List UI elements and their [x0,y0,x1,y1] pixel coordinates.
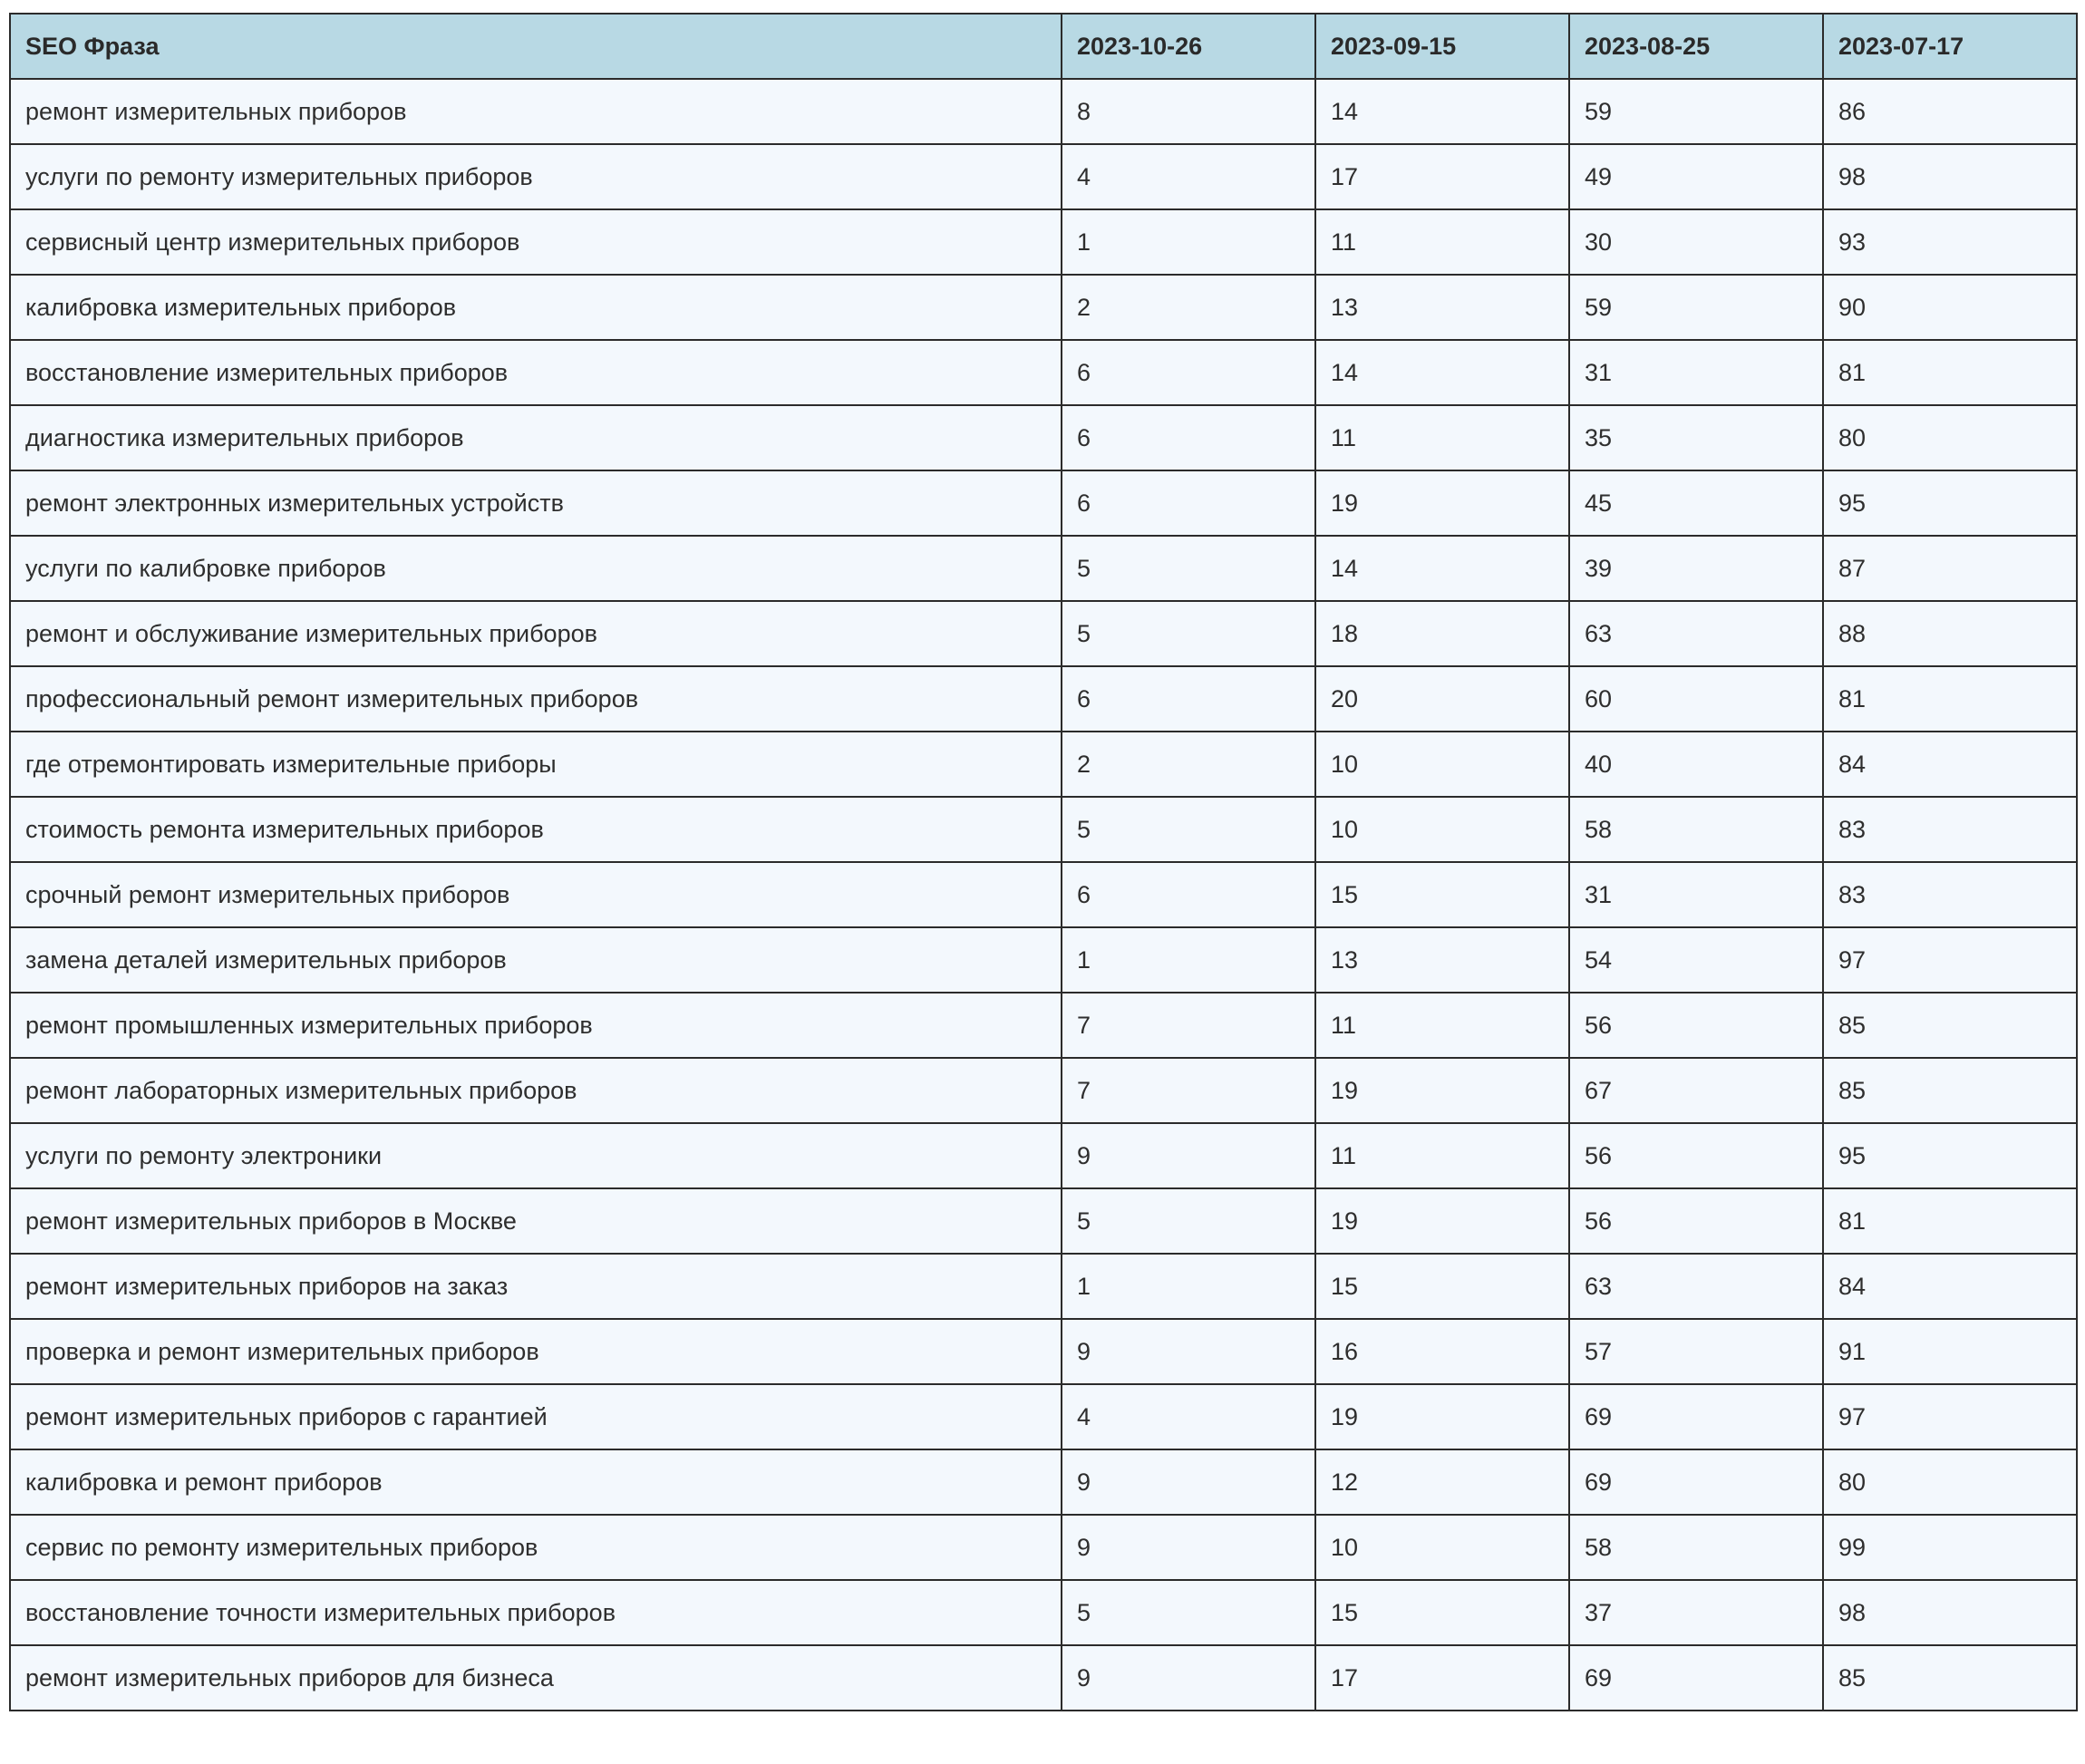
table-row [10,79,2077,144]
phrase-cell: ремонт промышленных измерительных приборов [10,993,1062,1058]
position-cell: 85 [1823,1058,2077,1123]
position-cell: 14 [1315,340,1569,405]
position-cell: 5 [1062,601,1315,666]
position-cell: 7 [1062,993,1315,1058]
position-cell: 9 [1062,1449,1315,1515]
phrase-cell: ремонт измерительных приборов [10,79,1062,144]
position-cell: 2 [1062,732,1315,797]
position-cell: 13 [1315,927,1569,993]
position-cell: 83 [1823,862,2077,927]
position-cell: 31 [1569,862,1823,927]
position-cell: 60 [1569,666,1823,732]
position-cell: 69 [1569,1645,1823,1711]
seo-table-container [9,13,2076,1711]
header-date-2023-09-15: 2023-09-15 [1315,14,1569,79]
position-cell: 1 [1062,1254,1315,1319]
position-cell: 19 [1315,470,1569,536]
position-cell: 83 [1823,797,2077,862]
table-row [10,1058,2077,1123]
position-cell: 97 [1823,927,2077,993]
table-row [10,1188,2077,1254]
phrase-cell: ремонт измерительных приборов для бизнеса [10,1645,1062,1711]
phrase-cell: восстановление точности измерительных приборов [10,1580,1062,1645]
position-cell: 6 [1062,470,1315,536]
header-date-2023-10-26: 2023-10-26 [1062,14,1315,79]
phrase-cell: замена деталей измерительных приборов [10,927,1062,993]
phrase-cell: калибровка и ремонт приборов [10,1449,1062,1515]
position-cell: 1 [1062,209,1315,275]
position-cell: 11 [1315,993,1569,1058]
phrase-cell: ремонт измерительных приборов с гарантией [10,1384,1062,1449]
position-cell: 4 [1062,144,1315,209]
position-cell: 5 [1062,1580,1315,1645]
position-cell: 90 [1823,275,2077,340]
position-cell: 58 [1569,1515,1823,1580]
table-row [10,470,2077,536]
phrase-cell: услуги по ремонту электроники [10,1123,1062,1188]
position-cell: 9 [1062,1645,1315,1711]
position-cell: 6 [1062,666,1315,732]
position-cell: 12 [1315,1449,1569,1515]
position-cell: 37 [1569,1580,1823,1645]
position-cell: 9 [1062,1319,1315,1384]
table-row [10,536,2077,601]
position-cell: 87 [1823,536,2077,601]
position-cell: 15 [1315,862,1569,927]
position-cell: 88 [1823,601,2077,666]
position-cell: 14 [1315,79,1569,144]
position-cell: 56 [1569,1123,1823,1188]
position-cell: 20 [1315,666,1569,732]
position-cell: 59 [1569,275,1823,340]
position-cell: 2 [1062,275,1315,340]
position-cell: 11 [1315,405,1569,470]
table-row [10,1319,2077,1384]
position-cell: 69 [1569,1384,1823,1449]
position-cell: 11 [1315,1123,1569,1188]
position-cell: 81 [1823,666,2077,732]
phrase-cell: ремонт лабораторных измерительных приборов [10,1058,1062,1123]
position-cell: 30 [1569,209,1823,275]
table-row [10,927,2077,993]
header-row [10,14,2077,79]
table-row [10,993,2077,1058]
phrase-cell: восстановление измерительных приборов [10,340,1062,405]
position-cell: 7 [1062,1058,1315,1123]
phrase-cell: где отремонтировать измерительные приборы [10,732,1062,797]
position-cell: 91 [1823,1319,2077,1384]
position-cell: 80 [1823,1449,2077,1515]
position-cell: 10 [1315,732,1569,797]
phrase-cell: калибровка измерительных приборов [10,275,1062,340]
phrase-cell: профессиональный ремонт измерительных приборов [10,666,1062,732]
table-row [10,1123,2077,1188]
position-cell: 4 [1062,1384,1315,1449]
phrase-cell: услуги по калибровке приборов [10,536,1062,601]
phrase-cell: сервис по ремонту измерительных приборов [10,1515,1062,1580]
position-cell: 6 [1062,405,1315,470]
table-row [10,340,2077,405]
position-cell: 84 [1823,1254,2077,1319]
position-cell: 81 [1823,340,2077,405]
position-cell: 95 [1823,470,2077,536]
table-row [10,1515,2077,1580]
table-row [10,1580,2077,1645]
phrase-cell: ремонт измерительных приборов на заказ [10,1254,1062,1319]
position-cell: 63 [1569,601,1823,666]
position-cell: 85 [1823,1645,2077,1711]
position-cell: 19 [1315,1188,1569,1254]
position-cell: 10 [1315,1515,1569,1580]
header-date-2023-07-17: 2023-07-17 [1823,14,2077,79]
position-cell: 54 [1569,927,1823,993]
position-cell: 95 [1823,1123,2077,1188]
position-cell: 63 [1569,1254,1823,1319]
position-cell: 58 [1569,797,1823,862]
table-row [10,666,2077,732]
position-cell: 93 [1823,209,2077,275]
position-cell: 6 [1062,340,1315,405]
position-cell: 15 [1315,1580,1569,1645]
position-cell: 85 [1823,993,2077,1058]
position-cell: 16 [1315,1319,1569,1384]
position-cell: 31 [1569,340,1823,405]
table-row [10,209,2077,275]
table-row [10,1384,2077,1449]
position-cell: 98 [1823,144,2077,209]
position-cell: 1 [1062,927,1315,993]
header-seo-phrase: SEO Фраза [10,14,1062,79]
position-cell: 99 [1823,1515,2077,1580]
position-cell: 81 [1823,1188,2077,1254]
table-row [10,732,2077,797]
position-cell: 35 [1569,405,1823,470]
phrase-cell: стоимость ремонта измерительных приборов [10,797,1062,862]
seo-phrase-table [9,13,2078,1711]
position-cell: 14 [1315,536,1569,601]
position-cell: 17 [1315,144,1569,209]
position-cell: 67 [1569,1058,1823,1123]
phrase-cell: услуги по ремонту измерительных приборов [10,144,1062,209]
position-cell: 9 [1062,1123,1315,1188]
phrase-cell: диагностика измерительных приборов [10,405,1062,470]
position-cell: 15 [1315,1254,1569,1319]
position-cell: 10 [1315,797,1569,862]
table-row [10,1645,2077,1711]
position-cell: 86 [1823,79,2077,144]
position-cell: 40 [1569,732,1823,797]
position-cell: 97 [1823,1384,2077,1449]
position-cell: 8 [1062,79,1315,144]
phrase-cell: проверка и ремонт измерительных приборов [10,1319,1062,1384]
table-row [10,797,2077,862]
position-cell: 59 [1569,79,1823,144]
header-date-2023-08-25: 2023-08-25 [1569,14,1823,79]
phrase-cell: ремонт измерительных приборов в Москве [10,1188,1062,1254]
table-row [10,1449,2077,1515]
position-cell: 9 [1062,1515,1315,1580]
table-row [10,144,2077,209]
position-cell: 39 [1569,536,1823,601]
position-cell: 69 [1569,1449,1823,1515]
position-cell: 57 [1569,1319,1823,1384]
position-cell: 56 [1569,993,1823,1058]
position-cell: 5 [1062,1188,1315,1254]
position-cell: 18 [1315,601,1569,666]
phrase-cell: срочный ремонт измерительных приборов [10,862,1062,927]
phrase-cell: сервисный центр измерительных приборов [10,209,1062,275]
table-row [10,601,2077,666]
position-cell: 6 [1062,862,1315,927]
position-cell: 13 [1315,275,1569,340]
position-cell: 56 [1569,1188,1823,1254]
phrase-cell: ремонт и обслуживание измерительных приборов [10,601,1062,666]
table-row [10,862,2077,927]
position-cell: 98 [1823,1580,2077,1645]
position-cell: 45 [1569,470,1823,536]
position-cell: 5 [1062,797,1315,862]
position-cell: 5 [1062,536,1315,601]
position-cell: 19 [1315,1058,1569,1123]
table-row [10,1254,2077,1319]
position-cell: 11 [1315,209,1569,275]
phrase-cell: ремонт электронных измерительных устройств [10,470,1062,536]
position-cell: 17 [1315,1645,1569,1711]
table-body [10,79,2077,1711]
position-cell: 80 [1823,405,2077,470]
table-row [10,405,2077,470]
table-row [10,275,2077,340]
table-header [10,14,2077,79]
position-cell: 84 [1823,732,2077,797]
position-cell: 19 [1315,1384,1569,1449]
position-cell: 49 [1569,144,1823,209]
